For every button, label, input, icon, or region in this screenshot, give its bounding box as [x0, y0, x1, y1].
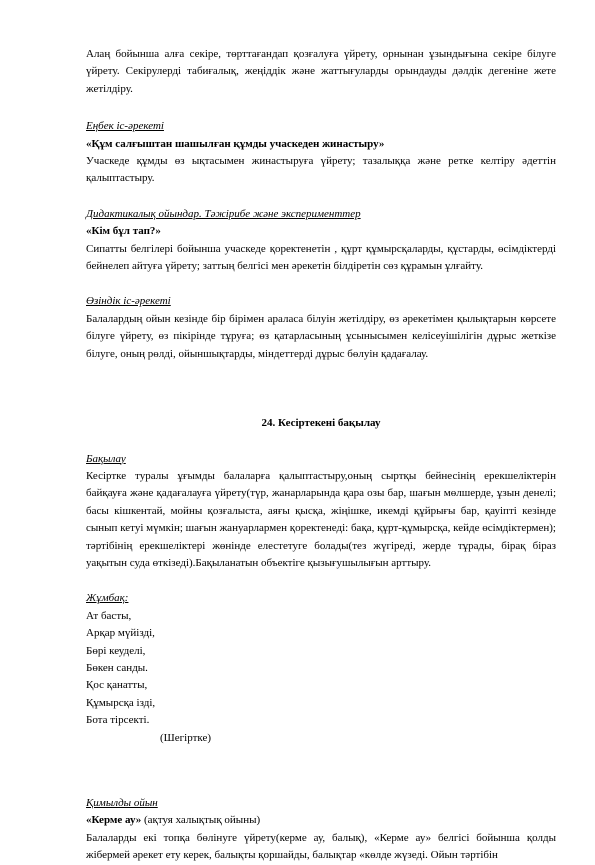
- active-game-text: Балаларды екі топқа бөлінуге үйрету(керме ау, балық), «Керме ау» белгісі бойынша қолды жібермей әрекет ету керек, балықты қоршайды, балықтар «көлде жүзеді. Ойын тәртібін: [86, 831, 556, 862]
- active-game-title-bold: «Керме ау»: [86, 814, 142, 827]
- labor-title: «Құм салғыштан шашылған құмды учаскеден жинастыру»: [86, 137, 385, 150]
- riddle-heading: Жұмбақ:: [86, 592, 129, 605]
- didactic-title: «Кім бұл тап?»: [86, 225, 161, 238]
- riddle-line: Қос қанатты,: [86, 679, 148, 692]
- didactic-heading: Дидактикалық ойындар. Тәжірибе және эксперименттер: [86, 207, 361, 220]
- labor-heading: Еңбек іс-әрекеті: [86, 120, 164, 133]
- riddle-line: Арқар мүйізді,: [86, 627, 155, 640]
- riddle-line: Бота тірсекті.: [86, 714, 150, 727]
- riddle-line: Бөрі кеуделі,: [86, 644, 146, 657]
- riddle-line: Ат басты,: [86, 609, 132, 622]
- riddle-answer: (Шегіртке): [160, 731, 211, 744]
- independent-heading: Өзіндік іс-әрекеті: [86, 295, 171, 308]
- active-game-title: [86, 812, 556, 829]
- riddle-lines: [86, 608, 556, 730]
- document-page: [86, 46, 556, 865]
- riddle-line: Құмырсқа ізді,: [86, 696, 156, 709]
- independent-text: Балалардың ойын кезінде бір бірімен араласа білуін жетілдіру, өз әрекетімен қылықтарын көрсете білуге үйрету, өз пікірінде тұруға; өз қатарласының ұсынысымен келісеуішілігін дұрыс жеткізе білуге, оның рөлді, ойыншықтарды, міндеттерді дұрыс бөлуін қадағалау.: [86, 312, 556, 360]
- riddle-line: Бөкен санды.: [86, 661, 148, 674]
- observation-text: Кесіртке туралы ұғымды балаларға қалыптастыру,оның сыртқы бейнесінің ерекшеліктерін байқауға және қадағалауға үйрету(түр, жанарларында қара озы бар, шағын мөлшерде, ұзын денелі; басы кішкентай, мойны қозғалыста, аяғы қысқа, жіңішке, икемді құйрығы бар, қауіпті кезінде сынып кетуі мүмкін; шағын жануарлармен қоректенеді: бақа, құрт-құмырсқа, кейде өсімдіктермен); тәртібінің ерекшеліктері жөнінде елестетуге болады(тез жүгіреді, жерде тұрады, бірақ біраз уақытын суда өткізеді).Бақыланатын объектіге қызығушылығын арттыру.: [86, 469, 556, 569]
- active-game-title-rest: (ақтуя халықтық ойыны): [141, 814, 261, 827]
- active-game-heading: Қимылды ойын: [86, 797, 158, 809]
- observation-heading: Бақылау: [86, 452, 126, 465]
- section-title: 24. Кесіртекені бақылау: [261, 417, 381, 430]
- didactic-text: Сипатты белгілері бойынша учаскеде қоректенетін , құрт құмырсқаларды, құстарды, өсімдіктерді бейнелеп айтуға үйрету; заттың белгісі мен әрекетін білдіретін сөз құрамын ұлғайту.: [86, 242, 556, 273]
- intro-paragraph: Алаң бойынша алға секіре, төрттағандап қозғалуға үйрету, орнынан ұзындығына секіре білуге үйрету. Секірулерді табиғалық, жеңіддік және жаттығуларды орындауды дәлдік дегеніне жете жетілдіру.: [86, 48, 556, 95]
- labor-text: Учаскеде құмды өз ықтасымен жинастыруға үйрету; тазалыққа және ретке келтіру әдеттін қалыптастыру.: [86, 155, 556, 185]
